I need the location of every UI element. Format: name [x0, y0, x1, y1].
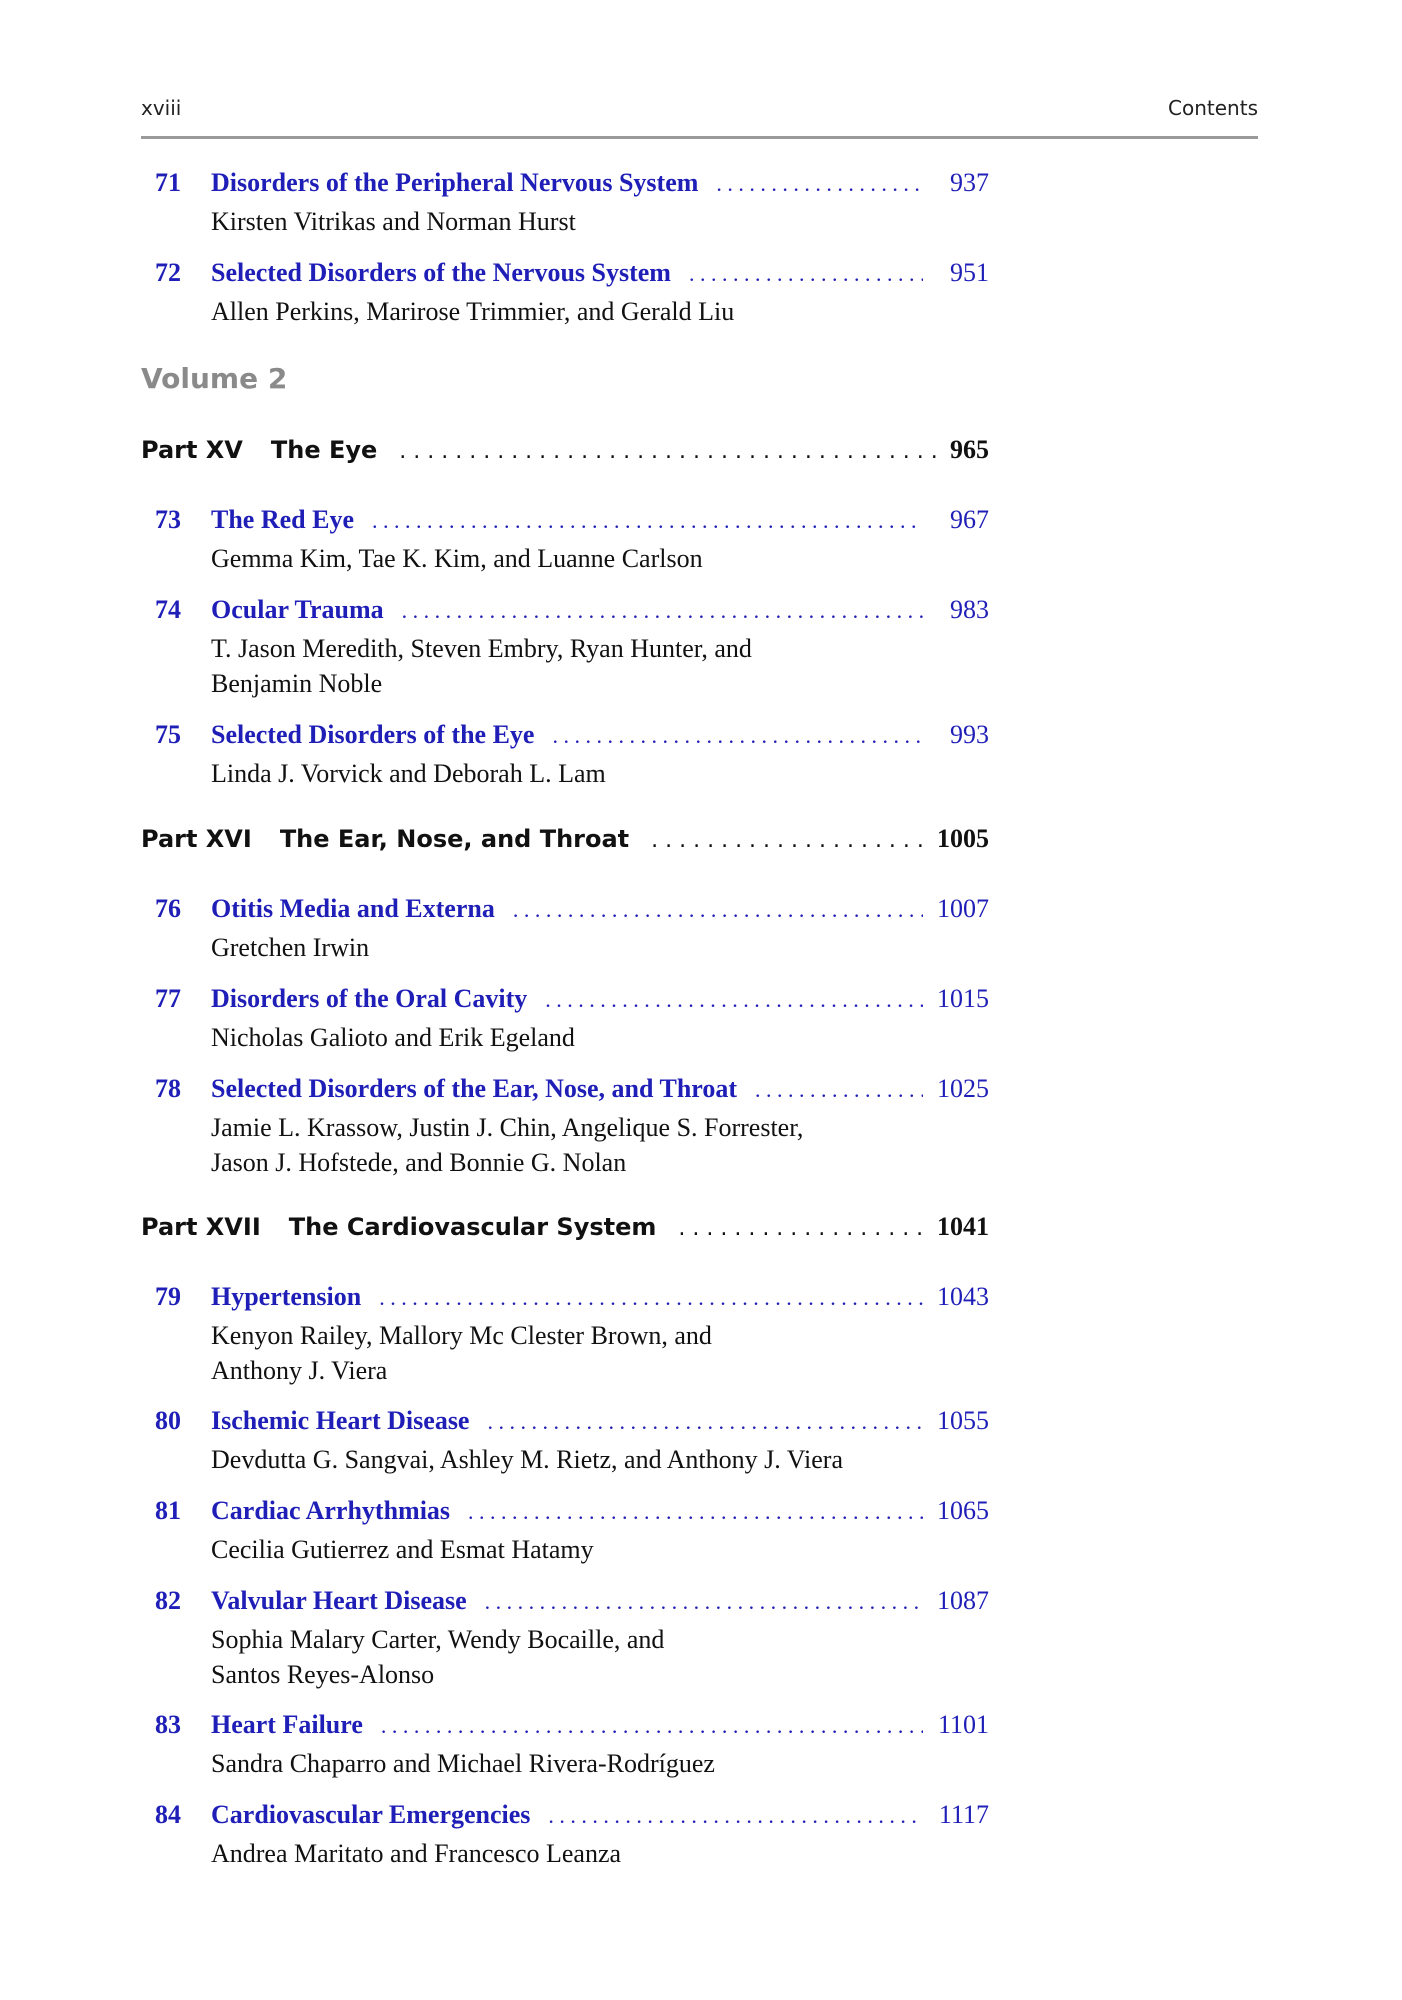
author-line: Jason J. Hofstede, and Bonnie G. Nolan — [211, 1148, 627, 1177]
chapter-page[interactable]: 1065 — [937, 1496, 989, 1525]
chapter-authors — [211, 1110, 911, 1180]
chapter-authors — [211, 930, 911, 965]
part-page[interactable]: 965 — [950, 435, 989, 464]
chapter-title[interactable]: Selected Disorders of the Ear, Nose, and Throat — [211, 1074, 738, 1103]
author-line: Kenyon Railey, Mallory Mc Clester Brown, and — [211, 1321, 712, 1350]
chapter-number: 84 — [155, 1800, 181, 1829]
page-number: xviii — [141, 96, 182, 120]
author-line: Cecilia Gutierrez and Esmat Hatamy — [211, 1535, 594, 1564]
running-header — [141, 96, 1258, 139]
volume-heading: Volume 2 — [141, 362, 288, 395]
chapter-title[interactable]: Cardiovascular Emergencies — [211, 1800, 531, 1829]
chapter-authors — [211, 1020, 911, 1055]
chapter-authors — [211, 204, 911, 239]
chapter-number: 81 — [155, 1496, 181, 1525]
author-line: Andrea Maritato and Francesco Leanza — [211, 1839, 622, 1868]
chapter-authors — [211, 631, 911, 701]
chapter-authors — [211, 294, 911, 329]
author-line: Devdutta G. Sangvai, Ashley M. Rietz, and Anthony J. Viera — [211, 1445, 843, 1474]
chapter-page[interactable]: 1043 — [937, 1282, 989, 1311]
leader-dots — [485, 1589, 923, 1615]
leader-dots — [468, 1499, 923, 1525]
chapter-number: 74 — [155, 595, 181, 624]
author-line: Benjamin Noble — [211, 669, 383, 698]
chapter-page[interactable]: 1087 — [937, 1586, 989, 1615]
leader-dots — [755, 1077, 923, 1103]
author-line: Santos Reyes-Alonso — [211, 1660, 435, 1689]
chapter-number: 76 — [155, 894, 181, 923]
leader-dots — [716, 171, 923, 197]
chapter-page[interactable]: 937 — [950, 168, 989, 197]
running-section-title: Contents — [1168, 96, 1258, 120]
author-line: Anthony J. Viera — [211, 1356, 388, 1385]
chapter-title[interactable]: Otitis Media and Externa — [211, 894, 495, 923]
chapter-authors — [211, 541, 911, 576]
chapter-page[interactable]: 1117 — [938, 1800, 989, 1829]
chapter-number: 71 — [155, 168, 181, 197]
chapter-page[interactable]: 967 — [950, 505, 989, 534]
chapter-authors — [211, 756, 911, 791]
part-heading-xvii[interactable] — [141, 1212, 989, 1242]
chapter-number: 80 — [155, 1406, 181, 1435]
leader-dots — [545, 987, 923, 1013]
chapter-title[interactable]: Cardiac Arrhythmias — [211, 1496, 451, 1525]
leader-dots — [651, 828, 931, 853]
leader-dots — [689, 261, 923, 287]
toc-entry-82[interactable] — [141, 1586, 1258, 1692]
toc-entry-84[interactable] — [141, 1800, 1258, 1871]
chapter-number: 77 — [155, 984, 181, 1013]
toc-entry-79[interactable] — [141, 1282, 1258, 1388]
chapter-page[interactable]: 993 — [950, 720, 989, 749]
part-label: Part XVII — [141, 1213, 261, 1241]
part-page[interactable]: 1041 — [937, 1212, 989, 1241]
leader-dots — [381, 1713, 923, 1739]
toc-page — [141, 0, 1258, 2000]
chapter-title[interactable]: Ischemic Heart Disease — [211, 1406, 470, 1435]
toc-entry-76[interactable] — [141, 894, 1258, 965]
leader-dots — [402, 598, 923, 624]
chapter-authors — [211, 1442, 911, 1477]
leader-dots — [513, 897, 923, 923]
chapter-title[interactable]: Heart Failure — [211, 1710, 363, 1739]
leader-dots — [399, 439, 944, 464]
chapter-title[interactable]: Valvular Heart Disease — [211, 1586, 467, 1615]
toc-entry-80[interactable] — [141, 1406, 1258, 1477]
leader-dots — [552, 723, 923, 749]
author-line: Kirsten Vitrikas and Norman Hurst — [211, 207, 576, 236]
chapter-authors — [211, 1622, 911, 1692]
author-line: Sophia Malary Carter, Wendy Bocaille, and — [211, 1625, 665, 1654]
part-heading-xvi[interactable] — [141, 824, 989, 854]
chapter-number: 78 — [155, 1074, 181, 1103]
leader-dots — [372, 508, 923, 534]
author-line: T. Jason Meredith, Steven Embry, Ryan Hunter, and — [211, 634, 752, 663]
chapter-page[interactable]: 1025 — [937, 1074, 989, 1103]
part-label: Part XVI — [141, 825, 252, 853]
leader-dots — [548, 1803, 923, 1829]
chapter-title[interactable]: Hypertension — [211, 1282, 362, 1311]
part-label: Part XV — [141, 436, 243, 464]
part-title[interactable]: The Ear, Nose, and Throat — [279, 825, 630, 853]
toc-entry-72[interactable] — [141, 258, 1258, 329]
part-title[interactable]: The Cardiovascular System — [288, 1213, 657, 1241]
chapter-title[interactable]: Disorders of the Peripheral Nervous System — [211, 168, 699, 197]
toc-entry-75[interactable] — [141, 720, 1258, 791]
author-line: Allen Perkins, Marirose Trimmier, and Gerald Liu — [211, 297, 735, 326]
chapter-number: 72 — [155, 258, 181, 287]
part-heading-xv[interactable] — [141, 435, 989, 465]
chapter-page[interactable]: 1055 — [937, 1406, 989, 1435]
chapter-title[interactable]: Selected Disorders of the Nervous System — [211, 258, 671, 287]
toc-entry-81[interactable] — [141, 1496, 1258, 1567]
chapter-page[interactable]: 951 — [950, 258, 989, 287]
part-title[interactable]: The Eye — [270, 436, 378, 464]
chapter-number: 83 — [155, 1710, 181, 1739]
chapter-title[interactable]: Ocular Trauma — [211, 595, 384, 624]
chapter-page[interactable]: 1101 — [937, 1710, 989, 1739]
leader-dots — [487, 1409, 923, 1435]
toc-entry-78[interactable] — [141, 1074, 1258, 1180]
chapter-authors — [211, 1746, 911, 1781]
chapter-authors — [211, 1532, 911, 1567]
author-line: Nicholas Galioto and Erik Egeland — [211, 1023, 575, 1052]
author-line: Sandra Chaparro and Michael Rivera-Rodríguez — [211, 1749, 715, 1778]
leader-dots — [379, 1285, 923, 1311]
toc-entry-77[interactable] — [141, 984, 1258, 1055]
chapter-title[interactable]: The Red Eye — [211, 505, 354, 534]
chapter-page[interactable]: 1007 — [937, 894, 989, 923]
chapter-page[interactable]: 983 — [950, 595, 989, 624]
chapter-authors — [211, 1318, 911, 1388]
chapter-page[interactable]: 1015 — [937, 984, 989, 1013]
chapter-number: 75 — [155, 720, 181, 749]
chapter-title[interactable]: Selected Disorders of the Eye — [211, 720, 535, 749]
toc-entry-73[interactable] — [141, 505, 1258, 576]
chapter-authors — [211, 1836, 911, 1871]
leader-dots — [678, 1216, 931, 1241]
toc-entry-74[interactable] — [141, 595, 1258, 701]
author-line: Gemma Kim, Tae K. Kim, and Luanne Carlson — [211, 544, 703, 573]
chapter-title[interactable]: Disorders of the Oral Cavity — [211, 984, 528, 1013]
toc-entry-71[interactable] — [141, 168, 1258, 239]
chapter-number: 73 — [155, 505, 181, 534]
author-line: Jamie L. Krassow, Justin J. Chin, Angelique S. Forrester, — [211, 1113, 804, 1142]
chapter-number: 79 — [155, 1282, 181, 1311]
part-page[interactable]: 1005 — [937, 824, 989, 853]
chapter-number: 82 — [155, 1586, 181, 1615]
toc-entry-83[interactable] — [141, 1710, 1258, 1781]
author-line: Gretchen Irwin — [211, 933, 370, 962]
author-line: Linda J. Vorvick and Deborah L. Lam — [211, 759, 606, 788]
